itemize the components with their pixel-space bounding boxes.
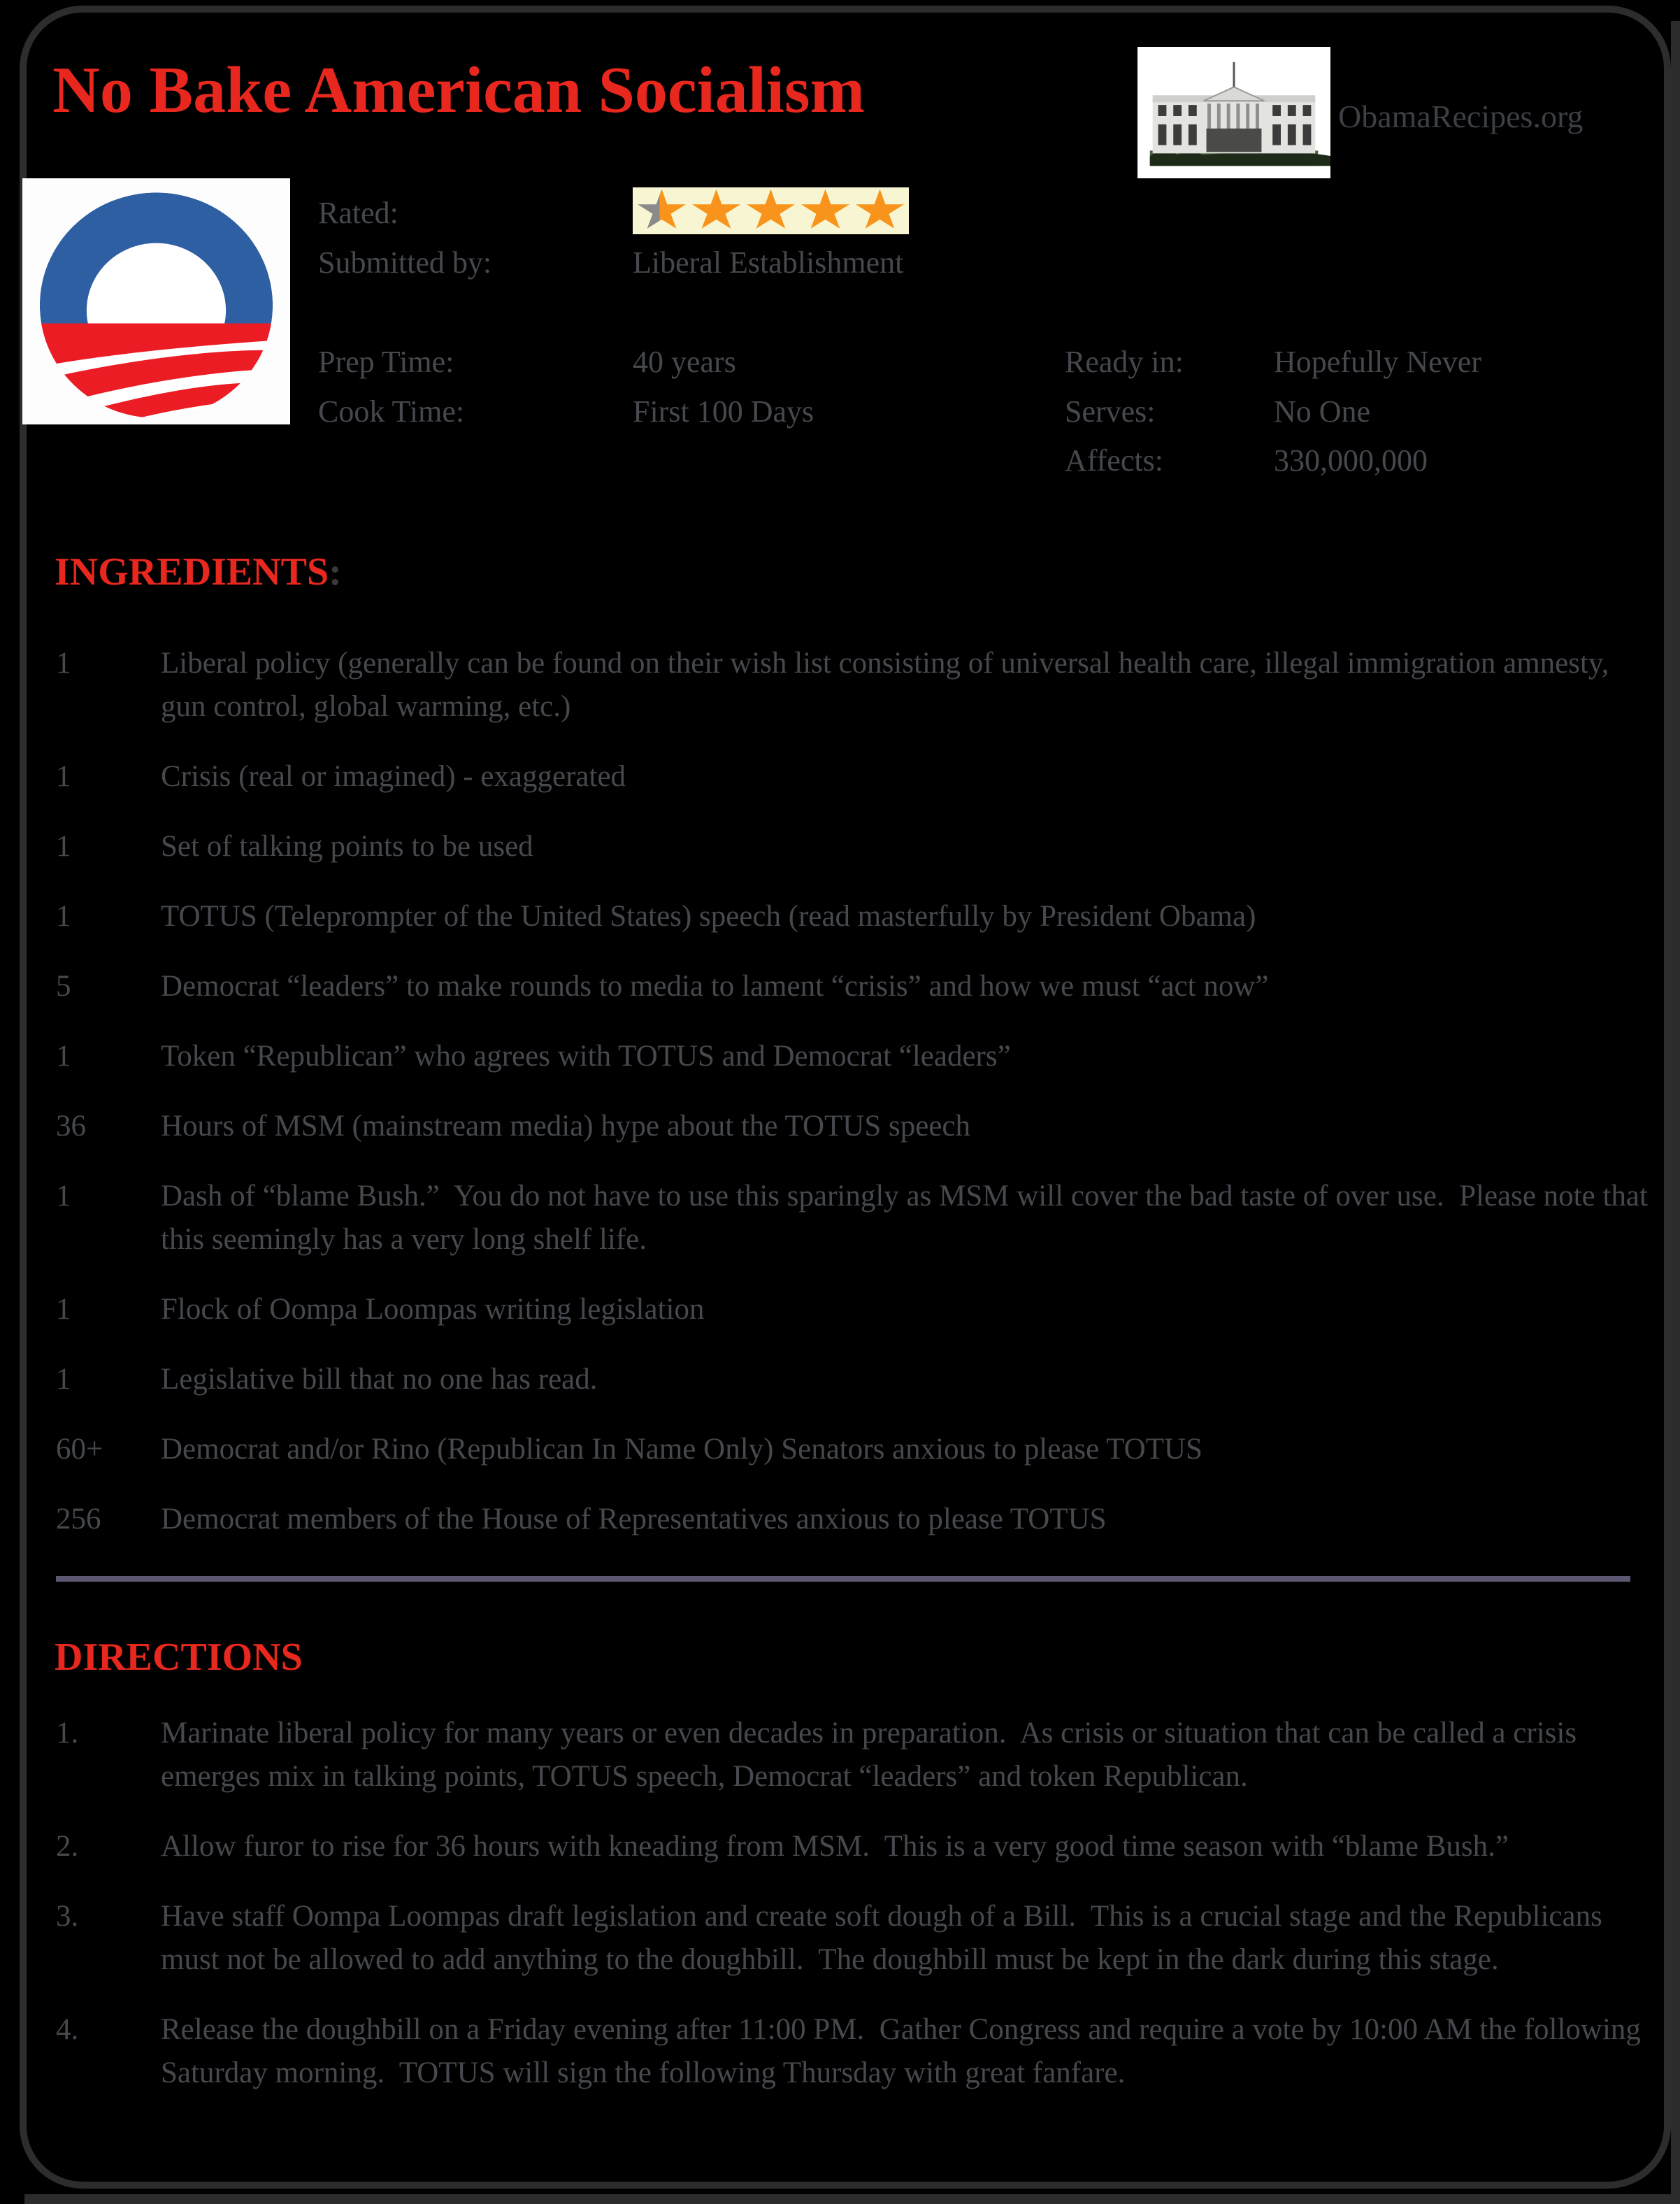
step-number: 1. — [56, 1717, 79, 1749]
ingredient-text: Democrat and/or Rino (Republican In Name Only) Senators anxious to please TOTUS — [161, 1433, 1202, 1466]
step-text: Allow furor to rise for 36 hours with kneading from MSM. This is a very good time season with “blame Bush.” — [161, 1830, 1509, 1863]
ingredient-row — [56, 1175, 1656, 1261]
ingredients-list — [56, 642, 1656, 1568]
prep-time-value: 40 years — [633, 345, 736, 379]
ingredient-row — [56, 1035, 1650, 1078]
ingredient-row — [56, 895, 1650, 938]
ingredient-qty: 1 — [56, 900, 71, 933]
ingredient-text: Hours of MSM (mainstream media) hype about the TOTUS speech — [161, 1110, 970, 1143]
ingredient-qty: 36 — [56, 1110, 86, 1143]
cook-time-value: First 100 Days — [633, 394, 814, 429]
obama-logo — [22, 178, 290, 424]
ingredient-text: Crisis (real or imagined) - exaggerated — [161, 760, 626, 793]
section-divider — [56, 1576, 1630, 1582]
direction-step — [56, 2008, 1650, 2095]
ingredient-text: Token “Republican” who agrees with TOTUS and Democrat “leaders” — [161, 1040, 1011, 1073]
star-icon — [855, 189, 905, 233]
ingredient-qty: 1 — [56, 1363, 71, 1396]
serves-label: Serves: — [1065, 394, 1156, 429]
affects-label: Affects: — [1065, 443, 1163, 478]
rating-stars — [633, 187, 909, 234]
page-edge-bottom — [24, 2194, 1680, 2204]
ingredient-qty: 1 — [56, 647, 71, 680]
submitted-label: Submitted by: — [318, 245, 492, 280]
directions-list — [56, 1712, 1650, 2121]
cook-time-label: Cook Time: — [318, 394, 465, 429]
ingredient-row — [56, 1288, 1650, 1331]
direction-step — [56, 1895, 1650, 1982]
direction-step — [56, 1825, 1650, 1868]
ready-in-label: Ready in: — [1065, 345, 1184, 379]
ingredient-qty: 1 — [56, 1180, 71, 1212]
prep-time-label: Prep Time: — [318, 345, 454, 379]
ingredient-qty: 1 — [56, 1293, 71, 1326]
step-number: 2. — [56, 1830, 79, 1863]
star-icon — [691, 189, 742, 233]
star-icon-half — [637, 189, 687, 233]
direction-step — [56, 1712, 1650, 1798]
directions-heading — [55, 1638, 303, 1677]
step-text: Have staff Oompa Loompas draft legislation and create soft dough of a Bill. This is a crucial stage and the Republicans must not be allowed to add anything to the doughbill. The doughbill must be kept in the dark during this stage. — [161, 1900, 1610, 1976]
ingredient-row — [56, 1498, 1650, 1541]
star-icon — [800, 189, 851, 233]
step-number: 4. — [56, 2013, 79, 2046]
rated-label: Rated: — [318, 196, 399, 230]
ingredient-text: Flock of Oompa Loompas writing legislation — [161, 1293, 705, 1326]
ingredient-row — [56, 965, 1650, 1008]
page-edge-right — [1671, 21, 1680, 2196]
ingredient-qty: 1 — [56, 1040, 71, 1073]
serves-value: No One — [1274, 394, 1371, 429]
ingredients-heading-text: INGREDIENTS — [55, 550, 329, 594]
ingredient-qty: 1 — [56, 760, 71, 793]
site-name: ObamaRecipes.org — [1338, 99, 1584, 134]
ingredients-heading — [55, 552, 342, 592]
ingredient-qty: 1 — [56, 830, 71, 863]
ingredient-text: Democrat members of the House of Representatives anxious to please TOTUS — [161, 1503, 1107, 1536]
ingredient-row — [56, 825, 1650, 868]
ingredient-text: Set of talking points to be used — [161, 830, 533, 863]
ingredient-row — [56, 1358, 1650, 1401]
step-text: Marinate liberal policy for many years or even decades in preparation. As crisis or situation that can be called a crisis emerges mix in talking points, TOTUS speech, Democrat “leaders” and token Republican. — [161, 1717, 1584, 1793]
ingredient-qty: 5 — [56, 970, 71, 1003]
affects-value: 330,000,000 — [1274, 443, 1428, 478]
ingredient-row — [56, 755, 1650, 799]
ingredient-text: Legislative bill that no one has read. — [161, 1363, 598, 1396]
ingredient-row — [56, 1105, 1650, 1148]
step-number: 3. — [56, 1900, 79, 1933]
ready-in-value: Hopefully Never — [1274, 345, 1481, 379]
star-icon — [746, 189, 796, 233]
submitted-value: Liberal Establishment — [633, 245, 904, 280]
page-title: No Bake American Socialism — [52, 54, 865, 127]
ingredient-row — [56, 642, 1650, 729]
ingredients-heading-colon: : — [329, 550, 342, 594]
directions-heading-text: DIRECTIONS — [55, 1636, 303, 1679]
ingredient-qty: 60+ — [56, 1433, 103, 1466]
ingredient-text: Liberal policy (generally can be found on their wish list consisting of universal health care, illegal immigration amnesty, gun control, global warming, etc.) — [161, 647, 1617, 723]
step-text: Release the doughbill on a Friday evening after 11:00 PM. Gather Congress and require a vote by 10:00 AM the following Saturday morning. TOTUS will sign the following Thursday with great fanfare. — [161, 2013, 1649, 2089]
ingredient-text: TOTUS (Teleprompter of the United States) speech (read masterfully by President Obama) — [161, 900, 1256, 933]
ingredient-row — [56, 1428, 1650, 1471]
ingredient-text: Democrat “leaders” to make rounds to media to lament “crisis” and how we must “act now” — [161, 970, 1269, 1003]
white-house-image — [1137, 47, 1330, 178]
ingredient-qty: 256 — [56, 1503, 101, 1536]
ingredient-text: Dash of “blame Bush.” You do not have to use this sparingly as MSM will cover the bad taste of over use. Please note that this seemingly has a very long shelf life. — [161, 1180, 1656, 1256]
